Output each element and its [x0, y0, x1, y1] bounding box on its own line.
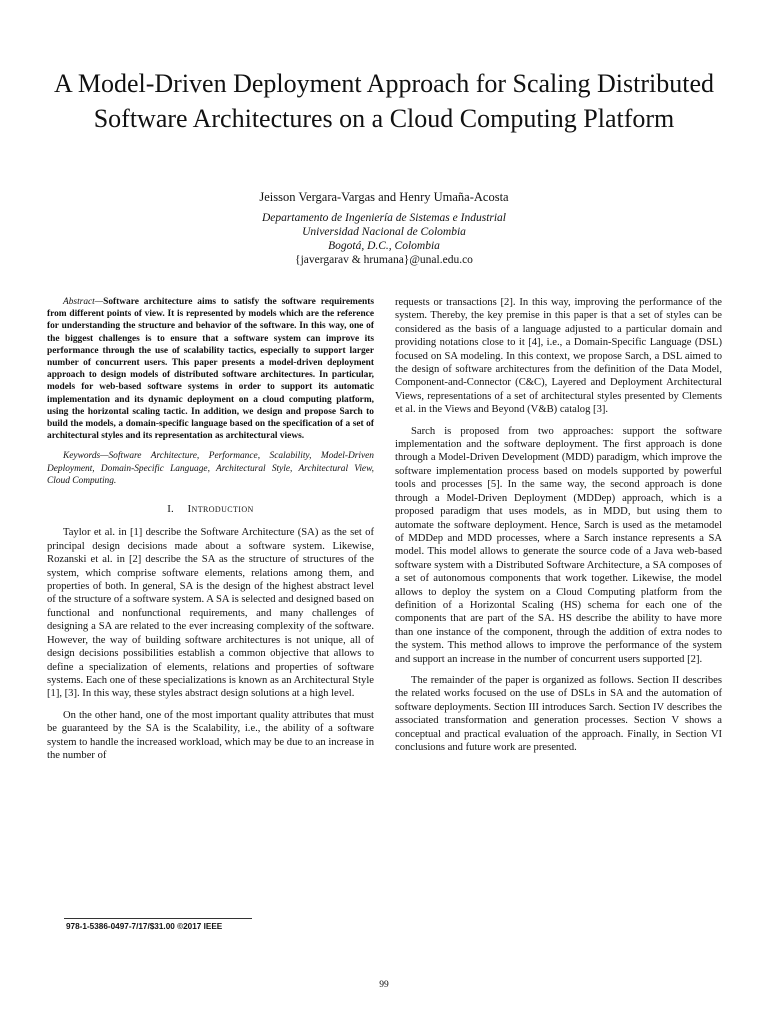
footnote-divider — [64, 918, 252, 919]
body-paragraph: Sarch is proposed from two approaches: support the software implementation and the software deployment. The first approach is done through a Model-Driven Development (MDD) paradigm, which improve the software implementation process based on models supported by powerful tools and processes [5]. In the same way, the second approach is done through a Model-Driven Deployment (MDDep) approach, which is a proposed paradigm that uses models, as in MDD, but using them to automate the software deployment. Hence, Sarch is used as the metamodel of MDDep and MDD processes, where a Sarch instance represents a SA model. This model allows to generate the source code of a Java web-based software system with a Distributed Software Architecture, a SA composes of a set of autonomous components that work together. Likewise, the model allows to deploy the system on a Cloud Computing platform from the definition of a Horizontal Scaling (HS) schema for each one of the components that are part of the SA. HS describe the ability to have more than one instance of the component, through the addition of extra nodes to the system. This method allows to improve the performance of the system and support an increase in the number of concurrent users supported [2]. — [395, 425, 722, 665]
body-paragraph: The remainder of the paper is organized as follows. Section II describes the related works focused on the use of DSLs in SA and the automation of software deployments. Section III introduces Sarch. Section IV describes the associated transformation and generation processes. Section V shows a conceptual and practical evaluation of the approach. Finally, in Section VI conclusions and future work are presented. — [395, 674, 722, 753]
keywords: Keywords—Software Architecture, Performance, Scalability, Model-Driven Deployment, Domain-Specific Language, Architectural Style, Architectural View, Cloud Computing. — [47, 451, 374, 486]
section-number: I. — [167, 503, 174, 516]
affiliation-block — [0, 211, 768, 267]
abstract-body: Software architecture aims to satisfy the software requirements from different points of view. It is represented by models which are the reference for understanding the structure and behavior of the software. In this way, one of the biggest challenges is to ensure that a software system can improve its performance through the use of scalability tactics, especially to support larger number of concurrent users. This paper presents a model-driven deployment approach to design models of distributed software architectures. In particular, models for web-based software systems in order to support its automatic implementation and its dynamic deployment on a cloud computing platform, using the horizontal scaling tactic. In addition, we design and propose Sarch to build the models, a domain-specific language based on the specification of a set of architectural styles and its representation as architectural views. — [47, 297, 374, 442]
right-column — [395, 296, 722, 762]
affiliation-location: Bogotá, D.C., Colombia — [328, 240, 440, 252]
abstract-lead: Abstract— — [63, 297, 104, 307]
page-number: 99 — [379, 980, 389, 990]
author-email: {javergarav & hrumana}@unal.edu.co — [295, 254, 473, 266]
section-title: Introduction — [187, 503, 254, 516]
author-names: Jeisson Vergara-Vargas and Henry Umaña-Acosta — [259, 190, 509, 204]
copyright-footnote: 978-1-5386-0497-7/17/$31.00 ©2017 IEEE — [66, 922, 223, 931]
affiliation-university: Universidad Nacional de Colombia — [302, 226, 466, 238]
body-paragraph: Taylor et al. in [1] describe the Software Architecture (SA) as the set of principal design decisions made about a software system. Likewise, Rozanski et al. in [2] describe the SA as the structure of structures of the system, which comprise software elements, relations among them, and properties of both. In general, SA is the design of the highest abstract level of the structure of a software system. A SA is selected and designed based on functional and nonfunctional requirements, and many challenges of designing a SA are related to the ever increasing complexity of the software. However, the way of building software architectures is not unique, all of design decisions possibilities establish a common objective that allows to define a specialization of elements, relations and properties of software systems. Each one of these specializations is known as an Architectural Style [1], [3]. In this way, these styles abstract design solutions at a high level. — [47, 527, 374, 700]
body-paragraph: On the other hand, one of the most important quality attributes that must be guaranteed by the SA is the Scalability, i.e., the ability of a software system to handle the increased workload, which may be due to an increase in the number of — [47, 709, 374, 761]
section-heading-introduction — [47, 503, 374, 516]
abstract — [47, 296, 374, 442]
affiliation-department: Departamento de Ingeniería de Sistemas e Industrial — [261, 212, 506, 224]
body-paragraph-continued: requests or transactions [2]. In this way, improving the performance of the system. Thereby, the key premise in this paper is that a set of styles can be considered as the basis of a language adjusted to a particular domain and providing notations close to it [4], i.e., a Domain-Specific Language (DSL) focused on SA modeling. In this context, we propose Sarch, a DSL aimed to the design of software architectures from the definition of the Data Model, Component-and-Connector (C&C), Layered and Deployment Architectural Views, representations of a set of architectural styles presented by Clements et al. in the Views and Beyond (V&B) catalog [3]. — [395, 297, 722, 416]
paper-title: A Model-Driven Deployment Approach for Scaling Distributed Software Architectures on a Cloud Computing Platform — [54, 69, 714, 133]
left-column — [47, 296, 374, 770]
